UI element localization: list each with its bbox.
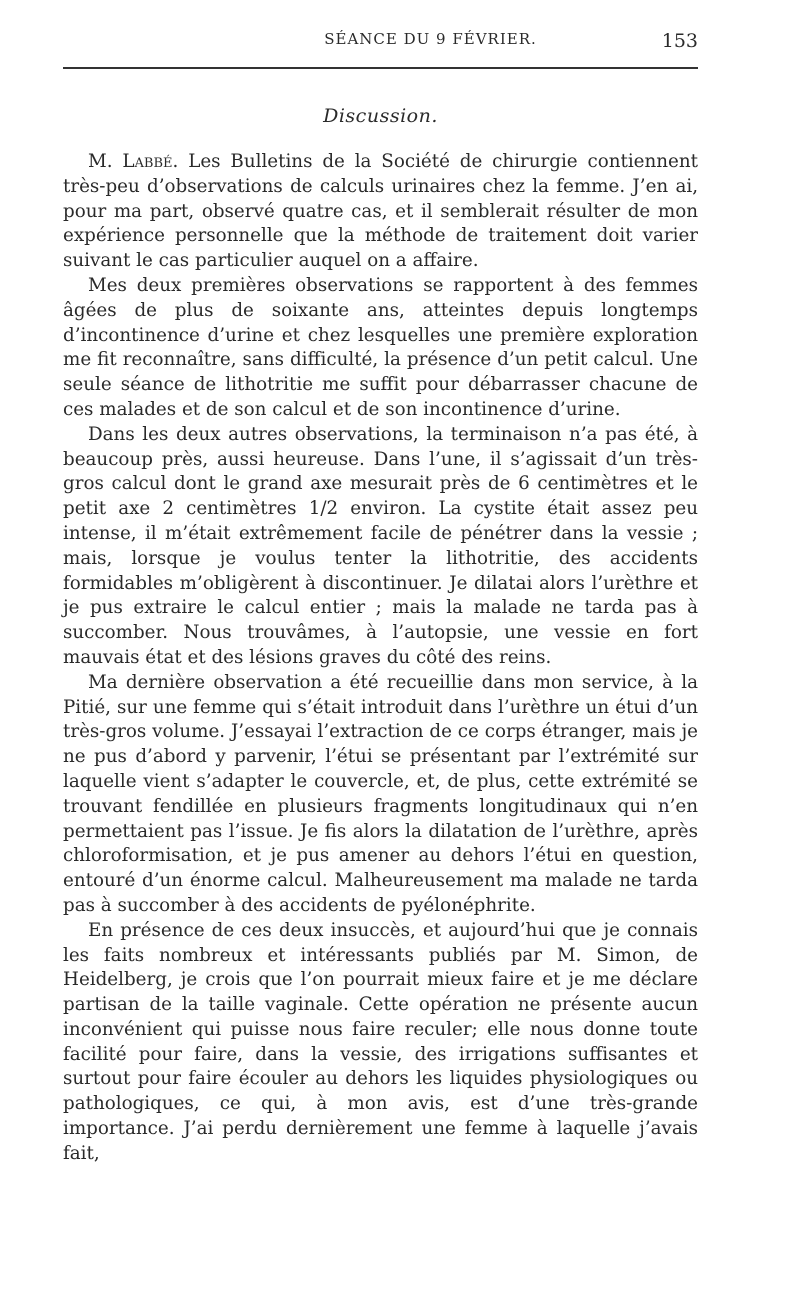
paragraph-text: Ma dernière observation a été recueillie dans mon service, à la Pitié, sur une femme qui s’était introduit dans l’urèthre un étui d’un très-gros volume. J’essayai l’extraction de ce corps étranger, mais je ne pus d’abord y parvenir, l’étui se présentant par l’extrémité sur laquelle vient s’adapter le couvercle, et, de plus, cette extrémité se trouvant fendillée en plusieurs fragments longitudinaux qui n’en permettaient pas l’issue. Je fis alors la dilatation de l’urèthre, après chloroformisation, et je pus amener au dehors l’étui en question, entouré d’un énorme calcul. Malheureusement ma malade ne tarda pas à succomber à des accidents de pyélonéphrite. — [63, 671, 698, 916]
page-number: 153 — [661, 30, 698, 52]
paragraph — [63, 423, 698, 671]
paragraph-text: Les Bulletins de la Société de chirurgie contiennent très-peu d’observations de calculs urinaires chez la femme. J’en ai, pour ma part, observé quatre cas, et il semblerait résulter de mon expérience personnelle que la méthode de traitement doit varier suivant le cas particulier auquel on a affaire. — [63, 151, 698, 272]
running-header — [63, 30, 698, 60]
paragraph — [63, 671, 698, 919]
paragraph-text: Dans les deux autres observations, la terminaison n’a pas été, à beaucoup près, aussi heureuse. Dans l’une, il s’agissait d’un très-gros calcul dont le grand axe mesurait près de 6 centimètres et le petit axe 2 centimètres 1/2 environ. La cystite était assez peu intense, il m’était extrêmement facile de pénétrer dans la vessie ; mais, lorsque je voulus tenter la lithotritie, des accidents formidables m’obligèrent à discontinuer. Je dilatai alors l’urèthre et je pus extraire le calcul entier ; mais la malade ne tarda pas à succomber. Nous trouvâmes, à l’autopsie, une vessie en fort mauvais état et des lésions graves du côté des reins. — [63, 423, 698, 668]
paragraph-text: Mes deux premières observations se rapportent à des femmes âgées de plus de soixante ans, atteintes depuis longtemps d’incontinence d’urine et chez lesquelles une première exploration me fit reconnaître, sans difficulté, la présence d’un petit calcul. Une seule séance de lithotritie me suffit pour débarrasser chacune de ces malades et de son calcul et de son incontinence d’urine. — [63, 274, 698, 420]
body-text — [63, 150, 698, 1167]
paragraph-text: En présence de ces deux insuccès, et aujourd’hui que je connais les faits nombreux et intéressants publiés par M. Simon, de Heidelberg, je crois que l’on pourrait mieux faire et je me déclare partisan de la taille vaginale. Cette opération ne présente aucun inconvénient qui puisse nous faire reculer; elle nous donne toute facilité pour faire, dans la vessie, des irrigations suffisantes et surtout pour faire écouler au dehors les liquides physiologiques ou pathologiques, ce qui, à mon avis, est d’une très-grande importance. J’ai perdu dernièrement une femme à laquelle j’avais fait, — [63, 919, 698, 1164]
header-rule — [63, 67, 698, 69]
paragraph — [63, 274, 698, 423]
paragraph — [63, 150, 698, 274]
speaker-name: M. Labbé. — [88, 151, 179, 172]
section-title: Discussion. — [323, 105, 438, 127]
running-title: SÉANCE DU 9 FÉVRIER. — [324, 30, 537, 48]
paragraph — [63, 919, 698, 1167]
